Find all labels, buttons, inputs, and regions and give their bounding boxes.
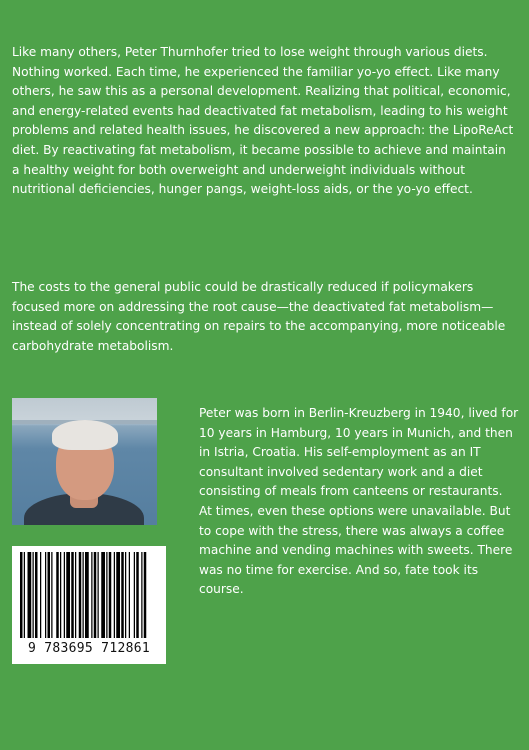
barcode-bar [40,552,41,638]
barcode-bar [75,552,76,638]
barcode-bar [101,552,105,638]
barcode-bar [24,552,25,638]
photo-hair [52,420,118,450]
barcode-bar [79,552,82,638]
barcode-bar [121,552,124,638]
barcode-bar [129,552,130,638]
barcode-bar [141,552,142,638]
intro-paragraph: Like many others, Peter Thurnhofer tried to lose weight through various diets. Nothing worked. Each time, he experienced the familiar yo-yo effect. Like many others, he saw this as a personal development. Realizing that political, economic, and energy-related events had deactivated fat metabolism, leading to his weight problems and related health issues, he discovered a new approach: the LipoReAct diet. By reactivating fat metabolism, it became possible to achieve and maintain a healthy weight for both overweight and underweight individuals without nutritional deficiencies, hunger pangs, weight-loss aids, or the yo-yo effect. [12,45,514,197]
barcode-bar [134,552,135,638]
author-bio: Peter was born in Berlin-Kreuzberg in 1940, lived for 10 years in Hamburg, 10 years in Munich, and then in Istria, Croatia. His self-employment as an IT consultant involved sedentary work and a diet consisting of meals from canteens or restaurants. At times, even these options were unavailable. But to cope with the stress, there was always a coffee machine and vending machines with sweets. There was no time for exercise. And so, fate took its course. [199,406,519,597]
barcode-bar [136,552,139,638]
barcode-bars [12,546,166,641]
barcode-bar [125,552,126,638]
barcode-bar [60,552,61,638]
barcode-bar [114,552,115,638]
barcode-bar [109,552,112,638]
barcode-bar [33,552,34,638]
barcode-bar [106,552,107,638]
barcode-bar [144,552,147,638]
isbn-number: 9 783695 712861 [28,641,150,656]
barcode-bar [94,552,97,638]
barcode-bar [48,552,51,638]
barcode-bar [45,552,46,638]
barcode-bar [98,552,99,638]
barcode-bar [51,552,52,638]
barcode-bar [83,552,84,638]
isbn-barcode [12,546,166,664]
barcode-bar [85,552,89,638]
cost-paragraph: The costs to the general public could be drastically reduced if policymakers focused more on addressing the root cause—the deactivated fat metabolism—instead of solely concentrating on repairs to the accompanying, more noticeable carbohydrate metabolism. [12,280,506,353]
barcode-bar [91,552,92,638]
barcode-bar [116,552,120,638]
barcode-bar [66,552,70,638]
author-photo [12,398,157,525]
barcode-bar [20,552,23,638]
barcode-bar [28,552,32,638]
barcode-bar [35,552,38,638]
barcode-bar [71,552,74,638]
barcode-bar [56,552,59,638]
barcode-bar [64,552,65,638]
